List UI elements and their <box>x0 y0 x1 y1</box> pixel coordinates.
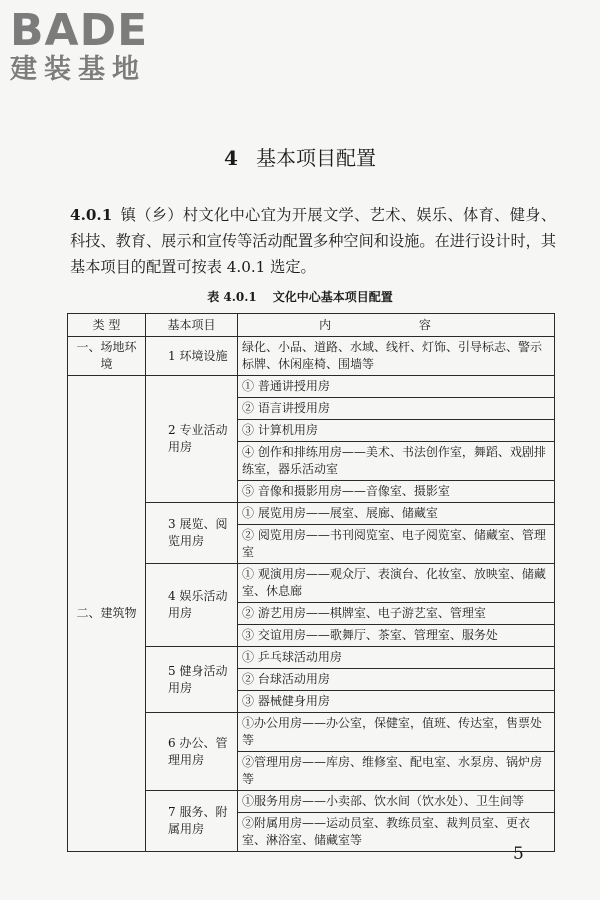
chapter-heading <box>0 142 600 171</box>
table-body <box>68 337 555 852</box>
content-cell: ② 阅览用房——书刊阅览室、电子阅览室、储藏室、管理室 <box>238 525 555 564</box>
table-header-row <box>68 314 555 337</box>
content-cell: 绿化、小品、道路、水域、线杆、灯饰、引导标志、警示标牌、休闲座椅、围墙等 <box>238 337 555 376</box>
content-cell: ①服务用房——小卖部、饮水间（饮水处）、卫生间等 <box>238 791 555 813</box>
page-number: 5 <box>513 844 524 864</box>
content-cell: ② 语言讲授用房 <box>238 398 555 420</box>
item-cell: 7 服务、附属用房 <box>146 791 238 852</box>
header-type: 类 型 <box>68 314 146 337</box>
chapter-number: 4 <box>224 146 238 170</box>
content-cell: ④ 创作和排练用房——美术、书法创作室，舞蹈、戏剧排练室，器乐活动室 <box>238 442 555 481</box>
table-caption <box>0 288 600 305</box>
content-cell: ②管理用房——库房、维修室、配电室、水泵房、锅炉房等 <box>238 752 555 791</box>
logo-subtitle: 建装基地 <box>10 54 146 85</box>
item-cell: 2 专业活动用房 <box>146 376 238 503</box>
item-cell: 5 健身活动用房 <box>146 647 238 713</box>
content-cell: ③ 交谊用房——歌舞厅、茶室、管理室、服务处 <box>238 625 555 647</box>
table-caption-number: 表 4.0.1 <box>207 290 257 304</box>
table-row <box>68 337 555 376</box>
content-cell: ①办公用房——办公室，保健室，值班、传达室，售票处等 <box>238 713 555 752</box>
item-cell: 4 娱乐活动用房 <box>146 564 238 647</box>
clause-number: 4.0.1 <box>70 206 113 224</box>
content-cell: ② 台球活动用房 <box>238 669 555 691</box>
content-cell: ⑤ 音像和摄影用房——音像室、摄影室 <box>238 481 555 503</box>
logo-wordmark: BADE <box>10 5 149 56</box>
clause-text: 镇（乡）村文化中心宜为开展文学、艺术、娱乐、体育、健身、科技、教育、展示和宣传等活动配置多种空间和设施。在进行设计时，其基本项目的配置可按表 4.0.1 选定。 <box>70 206 556 276</box>
chapter-title: 基本项目配置 <box>255 146 376 170</box>
content-cell: ③ 计算机用房 <box>238 420 555 442</box>
content-cell: ① 展览用房——展室、展廊、储藏室 <box>238 503 555 525</box>
content-cell: ③ 器械健身用房 <box>238 691 555 713</box>
table-row <box>68 376 555 398</box>
content-cell: ② 游艺用房——棋牌室、电子游艺室、管理室 <box>238 603 555 625</box>
config-table <box>67 313 555 852</box>
clause-paragraph <box>70 202 556 280</box>
item-cell: 1 环境设施 <box>146 337 238 376</box>
content-cell: ① 普通讲授用房 <box>238 376 555 398</box>
content-cell: ① 观演用房——观众厅、表演台、化妆室、放映室、储藏室、休息廊 <box>238 564 555 603</box>
content-cell: ① 乒乓球活动用房 <box>238 647 555 669</box>
header-item: 基本项目 <box>146 314 238 337</box>
header-content: 内 容 <box>238 314 555 337</box>
item-cell: 6 办公、管理用房 <box>146 713 238 791</box>
table-caption-title: 文化中心基本项目配置 <box>272 290 393 304</box>
logo <box>10 6 148 86</box>
type-cell: 一、场地环境 <box>68 337 146 376</box>
item-cell: 3 展览、阅览用房 <box>146 503 238 564</box>
content-cell: ②附属用房——运动员室、教练员室、裁判员室、更衣室、淋浴室、储藏室等 <box>238 813 555 852</box>
type-cell: 二、建筑物 <box>68 376 146 852</box>
